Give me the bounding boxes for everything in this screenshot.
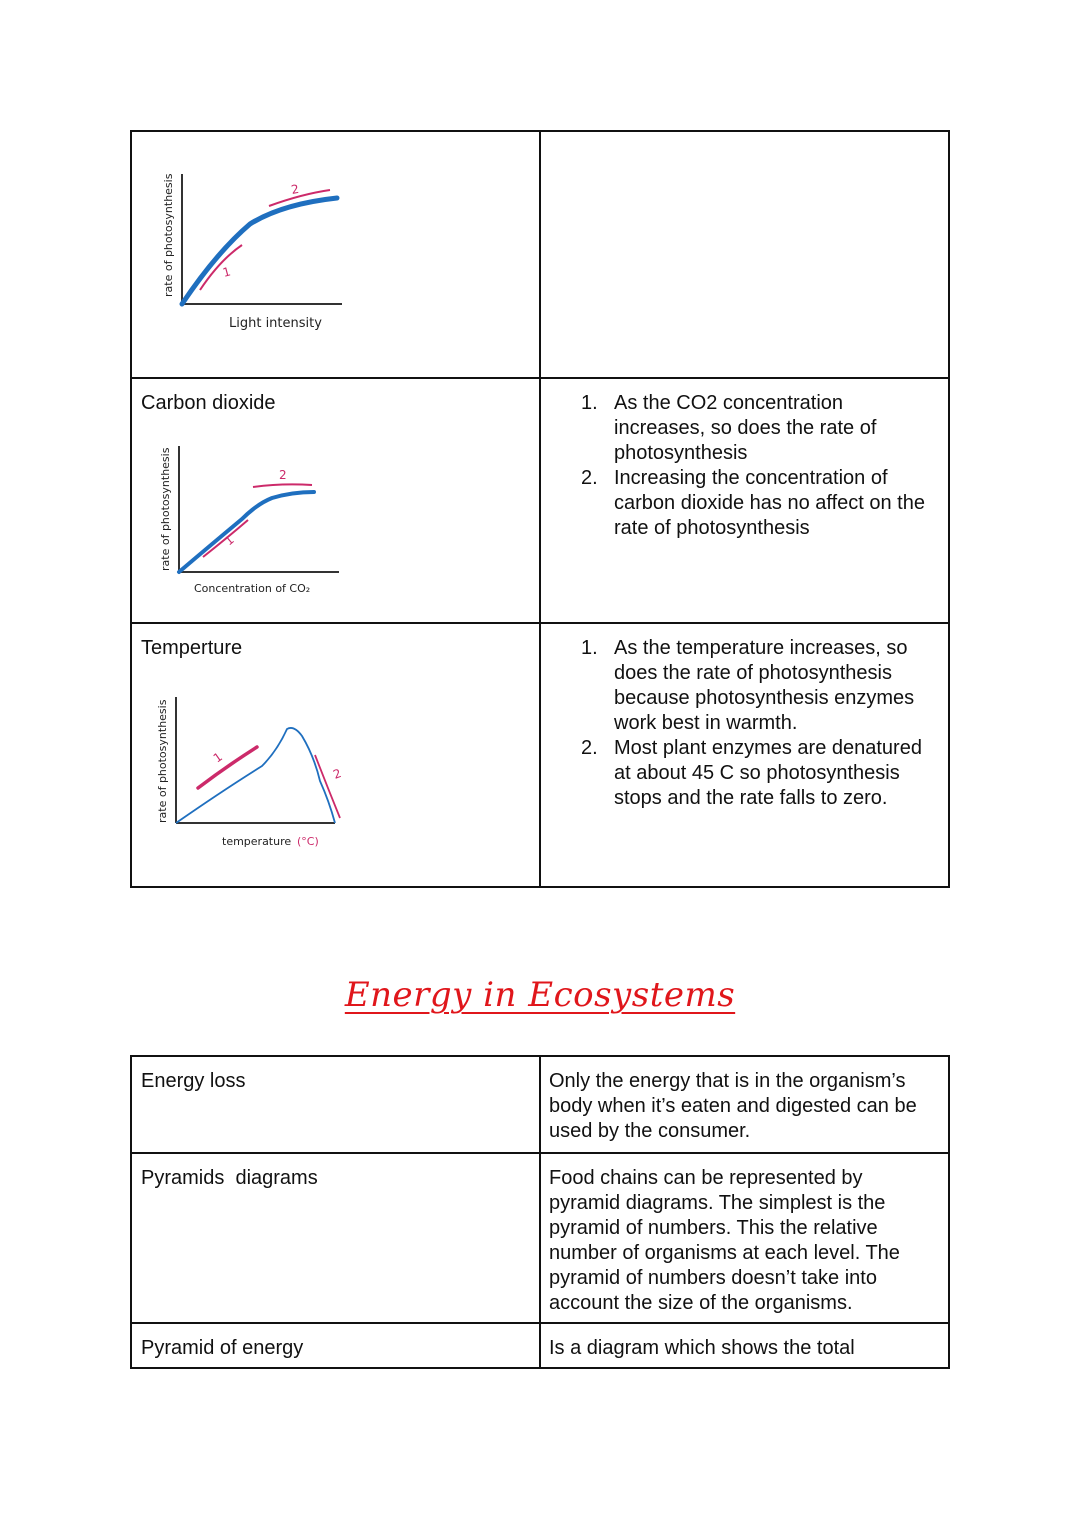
explanation-cell (540, 623, 949, 887)
list-item: 1. As the CO2 concentration increases, so does the rate of photosynthesis (581, 392, 877, 464)
section-title: Energy in Ecosystems (344, 975, 736, 1015)
table-row (131, 1323, 949, 1368)
energy-ecosystems-table (130, 1055, 950, 1369)
curve-label-1: 1 (210, 749, 225, 766)
curve-label-1: 1 (221, 264, 233, 280)
x-axis-label: Light intensity (229, 316, 322, 331)
table-row (131, 131, 949, 378)
factor-cell (131, 623, 540, 887)
factor-cell (131, 131, 540, 378)
factor-name: Temperture (141, 637, 243, 659)
x-axis-label: Concentration of CO₂ (194, 582, 311, 595)
section-heading (0, 975, 1080, 1015)
definition-cell: Only the energy that is in the organism’s body when it’s eaten and digested can be used by the consumer. (540, 1056, 949, 1153)
curve-label-1: 1 (221, 532, 237, 549)
table-row (131, 1153, 949, 1323)
list-item: 2. Increasing the concentration of carbon dioxide has no affect on the rate of photosynthesis (581, 467, 925, 539)
term-cell: Energy loss (131, 1056, 540, 1153)
x-axis-label: temperature (222, 835, 292, 848)
y-axis-label: rate of photosynthesis (156, 699, 169, 823)
co2-concentration-graph (132, 416, 539, 611)
table-row (131, 1056, 949, 1153)
definition-cell: Food chains can be represented by pyramid diagrams. The simplest is the pyramid of numbers. This the relative number of organisms at each level. The pyramid of numbers doesn’t take into account the size of the organisms. (540, 1153, 949, 1323)
curve-label-2: 2 (331, 766, 344, 782)
table-row (131, 378, 949, 623)
list-item: 2. Most plant enzymes are denatured at about 45 C so photosynthesis stops and the rate falls to zero. (581, 737, 922, 809)
x-axis-unit: (°C) (297, 835, 319, 848)
factor-cell (131, 378, 540, 623)
explanation-list (541, 379, 948, 541)
limiting-factors-table (130, 130, 950, 888)
explanation-list (541, 624, 948, 811)
curve-label-2: 2 (290, 181, 301, 197)
y-axis-label: rate of photosynthesis (162, 173, 175, 297)
y-axis-label: rate of photosynthesis (159, 447, 172, 571)
explanation-cell (540, 131, 949, 378)
list-item: 1. As the temperature increases, so does the rate of photosynthesis because photosynthesis enzymes work best in warmth. (581, 637, 915, 734)
curve-label-2: 2 (279, 468, 287, 482)
definition-cell: Is a diagram which shows the total (540, 1323, 949, 1368)
temperature-graph (132, 661, 539, 871)
factor-name: Carbon dioxide (141, 392, 276, 414)
term-cell: Pyramids diagrams (131, 1153, 540, 1323)
explanation-cell (540, 378, 949, 623)
table-row (131, 623, 949, 887)
light-intensity-graph (132, 132, 539, 377)
term-cell: Pyramid of energy (131, 1323, 540, 1368)
